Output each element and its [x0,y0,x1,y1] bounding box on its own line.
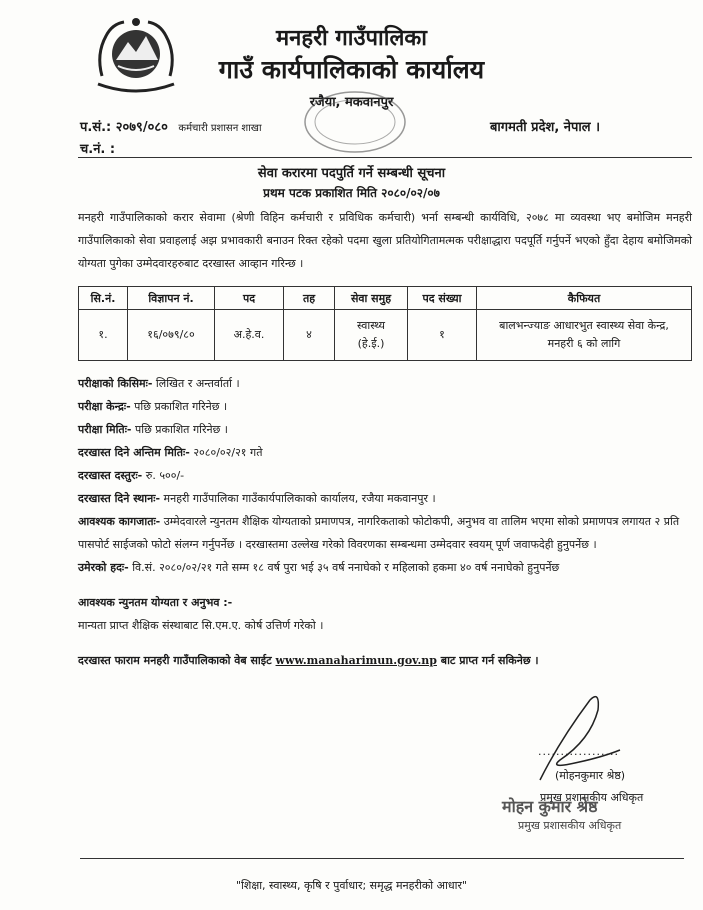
qualification-label [78,591,694,614]
venue [78,487,694,510]
notice-intro: मनहरी गाउँपालिकाको करार सेवामा (श्रेणी विहिन कर्मचारी र प्रविधिक कर्मचारी) भर्ना सम्बन्धी कार्यविधि, २०७८ मा व्यवस्था भए बमोजिम मनहरी गाउँपालिकाको सेवा प्रवाहलाई अझ प्रभावकारी बनाउन रिक्त रहेको पदमा खुला प्रतियोगितामत्मक परीक्षाद्धारा पदपूर्ति गर्नुपर्ने भएको हुँदा देहाय बमोजिमको योग्यता पुगेका उम्मेदवारहरुबाट दरखास्त आव्हान गरिन्छ । [78,211,692,270]
office-place: रजैया, मकवानपुर [309,95,394,110]
documents-label: आवश्यक कागजातः- [78,515,161,528]
deadline [78,441,694,464]
org-name: मनहरी गाउँपालिका [276,26,427,51]
cell-sn: १. [79,310,128,361]
cell-service [335,310,408,361]
service-line2: (हे.ई.) [357,337,385,350]
venue-value: मनहरी गाउँपालिका गाउँकार्यपालिकाको कार्यालय, रजैया मकवानपुर । [160,492,436,505]
signatory-name: (मोहनकुमार श्रेष्ठ) [555,769,626,782]
office-name: गाउँ कार्यपालिकाको कार्यालय [218,55,485,84]
col-header: कैफियत [477,287,692,310]
cell-level: ४ [284,310,335,361]
exam-type [78,372,694,395]
age-value: वि.सं. २०८०/०२/२१ गते सम्म १८ वर्ष पुरा भई ३५ वर्ष ननाघेको र महिलाको हकमा ४० वर्ष ननाघेको हुनुपर्नेछ [128,561,560,574]
section-name: कर्मचारी प्रशासन शाखा [178,123,262,134]
remarks-line1: बालभन्ज्याङ आधारभुत स्वास्थ्य सेवा केन्द्र, [499,319,669,332]
col-header: पद [215,287,284,310]
qualification-value: मान्यता प्राप्त शैक्षिक संस्थाबाट सि.एम.ए. कोर्ष उत्तिर्ण गरेको । [78,619,324,632]
col-header: तह [284,287,335,310]
age-limit [78,556,694,579]
ref-label: प.सं.: [80,120,112,135]
exam-date [78,418,694,441]
form-prefix: दरखास्त फाराम मनहरी गाउँपालिकाको वेब साईट [78,654,276,667]
notice-title: सेवा करारमा पदपुर्ति गर्ने सम्बन्धी सूचना [257,166,446,181]
vacancy-table [78,286,692,361]
reference-number [80,117,262,135]
documents-value: उम्मेदवारले न्युनतम शैक्षिक योग्यताको प्रमाणपत्र, नागरिकताको फोटोकपी, अनुभव वा तालिम भएमा सोको प्रमाणपत्र लगायत २ प्रति पासपोर्ट साईजको फोटो संलग्न गर्नुपर्नेछ । दरखास्तमा उल्लेख गरेको विवरणका सम्बन्धमा उम्मेदवार स्वयम् पूर्ण जवाफदेही हुनुपर्नेछ । [78,515,680,551]
table-row [79,310,692,361]
office-stamp-icon [300,86,410,158]
cell-adv-no: १६/०७९/८० [128,310,215,361]
age-label: उमेरको हदः- [78,561,129,574]
signature-dots: .................. [538,745,619,758]
col-header: सेवा समुह [335,287,408,310]
col-header: सि.नं. [79,287,128,310]
cell-count: १ [408,310,477,361]
exam-type-value: लिखित र अन्तर्वार्ता । [152,377,240,390]
deadline-value: २०८०/०२/२१ गते [189,446,263,459]
notice-subtitle: प्रथम पटक प्रकाशित मिति २०८०/०२/०७ [263,186,440,200]
stamp-title: प्रमुख प्रशासकीय अधिकृत [518,819,622,832]
province: बागमती प्रदेश, नेपाल । [490,120,601,135]
remarks-line2: मनहरी ६ को लागि [547,337,621,350]
venue-label: दरखास्त दिने स्थानः- [78,492,161,505]
qualification-heading: आवश्यक न्युनतम योग्यता र अनुभव :- [78,596,233,609]
cell-post: अ.हे.व. [215,310,284,361]
exam-center [78,395,694,418]
stamp-name: मोहन कुमार श्रेष्ठ [502,797,598,816]
exam-center-value: पछि प्रकाशित गरिनेछ । [130,400,228,413]
fee [78,464,694,487]
col-header: विज्ञापन नं. [128,287,215,310]
website-link[interactable]: www.manaharimun.gov.np [275,654,437,667]
form-suffix: बाट प्राप्त गर्न सकिनेछ । [436,654,539,667]
header-divider [78,157,692,158]
deadline-label: दरखास्त दिने अन्तिम मितिः- [78,446,190,459]
exam-type-label: परीक्षाको किसिमः- [78,377,153,390]
table-header-row [79,287,692,310]
signatory-title: प्रमुख प्रशासकीय अधिकृत [540,791,644,804]
chalani-number: च.नं. : [80,142,116,157]
cell-remarks [477,310,692,361]
footer-slogan: "शिक्षा, स्वास्थ्य, कृषि र पुर्वाधार; समृद्ध मनहरीको आधार" [235,879,468,892]
exam-date-value: पछि प्रकाशित गरिनेछ । [131,423,228,436]
notice-details [78,372,694,672]
documents [78,510,694,556]
footer-divider [80,858,684,859]
application-form [78,649,694,672]
exam-date-label: परीक्षा मितिः- [78,423,132,436]
ref-value: २०७९/०८० [115,120,168,135]
exam-center-label: परीक्षा केन्द्रः- [78,400,131,413]
col-header: पद संख्या [408,287,477,310]
service-line1: स्वास्थ्य [357,319,385,332]
fee-label: दरखास्त दस्तुरः- [78,469,143,482]
fee-value: रु. ५००/- [142,469,185,482]
